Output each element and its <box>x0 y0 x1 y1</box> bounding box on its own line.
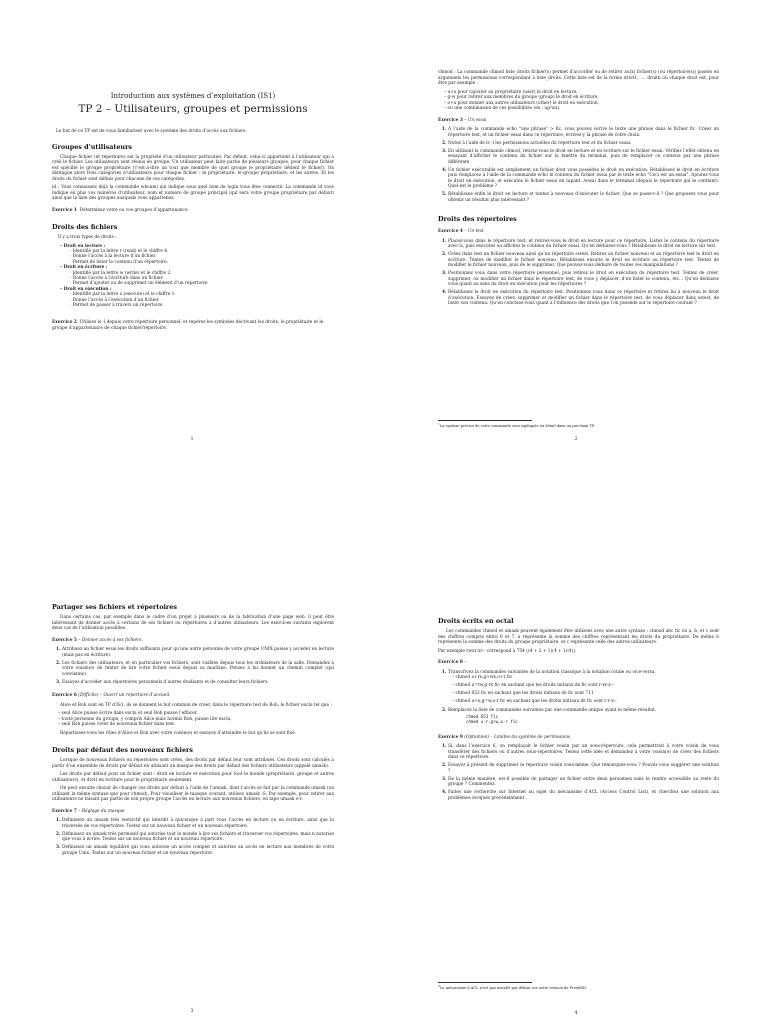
paragraph: Les commandes chmod et umask peuvent également être utilisées avec une autre syntaxe : chmod abc fic où a, b, et c sont des chiffres compris entre 0 et 7. a représente la somme des chiffres représentant les droits du propriétaire. De même b représente la somme des droits du groupe propriétaire, et c représente celle des autres utilisateurs. <box>438 629 719 645</box>
exercise-6-items <box>58 711 334 728</box>
exercise-label: Exercice 1 <box>52 207 77 213</box>
footnote-text: La syntaxe précise de cette commande sera expliquée en détail dans un prochain TP. <box>439 424 595 429</box>
page-1-content <box>52 68 334 335</box>
footnote-mark: 1 <box>438 422 440 426</box>
page-2 <box>384 0 768 512</box>
list-item: 4. Faites une recherche sur Internet au sujet du mécanisme d’ACL (Access Control List), et cherchez une solution aux problèmes évoqués précédemment. <box>448 790 719 801</box>
paragraph: Répartissez-vous les rôles d’Alice et Bob avec votre voisin(e) et essayez d’atteindre le but qu’ils se sont fixé. <box>60 730 297 736</box>
rights-item: · Permet de lister le contenu d’un répertoire. <box>60 260 334 265</box>
list-item: 1. Placez-vous dans le répertoire test, et retirez-vous le droit en lecture pour ce répertoire. Listez le contenu du répertoire avec ls, puis exécutez ou affichez le contenu du fichier essai. Qu’en déduisez-vous ? Rétablissez le droit en lecture sur test. <box>448 239 719 250</box>
exercise-label: Exercice 9 <box>438 734 463 740</box>
section-title: Partager ses fichiers et répertoires <box>52 603 177 611</box>
exercise-2 <box>52 320 334 331</box>
page-4-content <box>438 610 719 805</box>
list-item: – seul Alice puisse écrire dans exclu et seul Bob puisse l’effacer. <box>58 711 334 717</box>
page-4 <box>384 512 768 1024</box>
exercise-label: Exercice 4 <box>438 229 463 234</box>
exercise-label: Exercice 5 <box>52 637 77 643</box>
paragraph: Il y a trois types de droits : <box>58 235 117 241</box>
paragraph: Lorsque de nouveaux fichiers ou répertoires sont créés, des droits par défaut leur sont attribués. Ces droits sont calculés à partir d’un ensemble de droits par défaut en utilisant un masque des droits par défaut des fichiers utilisateurs (appelé umask). <box>52 758 334 769</box>
chmod-examples-list <box>444 90 719 112</box>
rights-item: · Donne l’accès à l’exécution d’un fichier. <box>60 298 334 303</box>
rights-item: · Identifié par la lettre x (execute) et le chiffre 1. <box>60 292 334 297</box>
command-item: – chmod a+rx,g+wx,o+r fic <box>452 675 719 681</box>
rights-group-name: – Droit en exécution : <box>60 287 334 292</box>
paragraph: Par exemple rwxr-xr-- correspond à 754 ((4 + 2 + 1)(4 + 1)(4)). <box>438 648 577 654</box>
paragraph: On peut ensuite choisir de changer ces droits par défaut à l’aide de l’umask, dont l’accès se fait par la commande umask (on utilisant la même syntaxe que pour chmod). Pour visualiser le masque courant, utilisez umask -S. Par exemple, pour retirer aux utilisateurs ne faisant pas partie de son propre groupe l’accès en lecture aux nouveaux fichiers, on tape umask o-r. <box>52 786 334 802</box>
paragraph: Chaque fichier (et répertoire) est la propriété d’un utilisateur particulier. Par défaut, celui-ci appartient à l’utilisateur qui a créé le fichier. Les utilisateurs sont réunis en groupe. Un utilisateur peut faire partie de plusieurs groupes, pour chaque fichier est spécifié le groupe propriétaire (c’est-à-dire un tout que membre de quel groupe le propriétaire détient le fichier). On distingue alors trois catégories d’utilisateurs pour chaque fichier : le propriétaire, le groupe propriétaire, et les autres. Et les droits du fichier sont définis pour chacune de ces catégories. <box>52 154 334 182</box>
rights-item: · Identifié par la lettre w (write) et le chiffre 2. <box>60 271 334 276</box>
list-item: 3. Définissez un umask équilibré qui vous autorise un accès complet et autorise un accès en lecture aux membres de votre groupe Unix. Testez sur un nouveau fichier et un nouveau répertoire. <box>62 845 334 856</box>
exercise-subtitle: (Difficile) – Ouvrir un répertoire d’accueil. <box>78 693 171 698</box>
list-item: 3. De la même manière, est-il possible de partager un fichier entre deux personnes sans le rendre accessible au reste du groupe ? Commentez. <box>448 777 719 788</box>
rights-list <box>60 244 334 309</box>
page-number: 2 <box>574 437 578 442</box>
section-title: Droits des répertoires <box>438 215 517 223</box>
exercise-label: Exercice 7 <box>52 808 77 814</box>
page-1 <box>0 0 384 512</box>
list-item: 1. Attribuez au fichier essai les droits suffisants pour qu’une autre personne de votre groupe UNIX puisse y accéder en lecture (mais pas en écriture). <box>62 647 334 658</box>
exercise-1 <box>52 208 334 214</box>
page-number: 3 <box>190 1009 194 1014</box>
exercise-text: Utilisez ls -l depuis votre répertoire personnel, et repérez les symboles décrivant les droits, le propriétaire et le groupe d’appartenance de chaque fichier/répertoire. <box>52 320 324 331</box>
item-text: Remplacez la liste de commandes suivantes par une commande unique ayant le même résultat. <box>448 707 657 713</box>
footnote <box>438 984 718 991</box>
page-3 <box>0 512 384 1024</box>
exercise-4: Exercice 4 – Un test <box>438 229 484 234</box>
footnote-rule <box>438 982 532 983</box>
list-item: 2. Essayez à présent de supprimer le répertoire voisin vous-même. Que remarquez-vous ? Pouvez vous suggérer une solution ? <box>448 763 719 774</box>
section-title: Groupes d’utilisateurs <box>52 142 133 151</box>
item-text: Transcrivez la commandes suivantes de la notation classique à la notation octale ou vice-versa, <box>448 669 656 675</box>
rights-item: · Donne l’accès à l’écriture dans un fichier. <box>60 276 334 281</box>
footnote-rule <box>438 420 532 421</box>
footnote-mark: 2 <box>438 984 440 988</box>
command-list <box>452 675 719 705</box>
list-item: 1. Si, dans l’exercice 6, on remplaçait le fichier voisin par un sous-répertoire, cela permettrait à votre voisin de vous transférer des fichiers ou d’autres sous-répertoires. Testez cette idée et demandez à votre voisin(e) de créer des fichiers dans ce répertoire. <box>448 744 719 761</box>
exercise-label: Exercice 6 <box>52 693 77 698</box>
paragraph: Alice et Bob sont en TP d’IS1, ils se donnent le but commun de créer, dans le répertoire test de Bob, le fichier exclu tel que : <box>60 702 332 708</box>
exercise-8-items <box>438 670 719 725</box>
footnote-text: Le mécanisme d’ACL n’est pas installé par défaut sur notre version de FreeBSD. <box>439 986 588 991</box>
list-item: – g-w pour retirer aux membres du groupe (group) le droit en écriture, <box>444 95 719 101</box>
list-item: – ou une combinaison de ces possibilités (ex : ug-wx). <box>444 106 719 112</box>
exercise-4-items <box>438 239 719 307</box>
tp-title: TP 2 – Utilisateurs, groupes et permissions <box>78 103 308 115</box>
list-item: – o+x pour donner aux autres utilisateurs (other) le droit en exécution, <box>444 101 719 107</box>
list-item: 3. Positionnez vous dans votre répertoire personnel, puis retirez le droit en exécution du répertoire test. Tentez de créer, supprimer, ou modifier un fichier dans le répertoire test, de vous y déplacer, d’en lister le contenu, etc... Qu’en déduisez vous quant au sens du droit en exécution pour les répertoires ? <box>448 271 719 288</box>
exercise-subtitle: Donner accès à ses fichiers. <box>81 637 143 643</box>
list-item: 3. Essayez d’accéder aux répertoires personnels d’autres étudiants et de consulter leurs fichiers. <box>62 680 334 686</box>
exercise-3: Exercice 3 – Un essai <box>438 117 487 123</box>
exercise-subtitle: Un essai <box>467 117 487 123</box>
command-item: – chmod u+x,g=w,o-r fic en sachant que les droits initiaux de fic sont r-r-x-- <box>452 699 719 705</box>
intro-text: Le but de ce TP est de vous familiariser avec le système des droits d’accès aux fichiers. <box>56 129 247 134</box>
code-line: chmod u-r,g+w,o-r fic <box>466 719 518 725</box>
exercise-9-items <box>438 744 719 801</box>
page-number: 1 <box>190 437 194 442</box>
list-item: 4. Rétablissez le droit en exécution du répertoire test. Positionnez vous dans ce répertoire et retirez lui à nouveau le droit d’exécution. Essayez de créer, supprimer et modifier un fichier dans le répertoire test, de vous déplacer dans sstest, de lister son contenu. Qu’en concluez-vous quant à l’influence des droits que l’on possède sur le répertoire courant ? <box>448 290 719 307</box>
list-item: – toute personne du groupe, y compris Alice mais hormis Bob, puisse lire exclu, <box>58 717 334 723</box>
course-title: Introduction aux systèmes d’exploitation (IS1) <box>110 92 276 100</box>
rights-group-name: – Droit en écriture : <box>60 265 334 270</box>
list-item <box>448 708 719 725</box>
footnote <box>438 422 718 429</box>
exercise-7-items <box>52 818 334 856</box>
command-item: – chmod 653 fic en sachant que les droits initiaux de fic sont 711 <box>452 691 719 697</box>
exercise-5-items <box>52 647 334 685</box>
rights-item: · Permet d’ajouter ou de supprimer un élément d’un répertoire. <box>60 281 334 286</box>
exercise-9 <box>438 735 719 741</box>
exercise-label: Exercice 8 <box>438 660 463 665</box>
exercise-6 <box>52 693 334 699</box>
list-item: 2. Définissez un umask très permissif qui autorise tout le monde à lire vos fichiers et traverser vos répertoires, mais n’autorise que vous à écrire. Testez sur un nouveau fichier et un nouveau répertoire. <box>62 832 334 843</box>
rights-item: · Permet de passer à travers un répertoire. <box>60 303 334 308</box>
list-item: 2. Notez à l’aide de ls -l les permissions actuelles du répertoire test et du fichier essai. <box>448 141 719 147</box>
command-item: – chmod u=rw,g-rx fic en sachant que les droits initiaux de fic sont r-xr-x-- <box>452 683 719 689</box>
list-item: – u+x pour rajouter au propriétaire (user) le droit en lecture, <box>444 90 719 96</box>
list-item: 2. Les fichiers des utilisateurs, et en particulier vos fichiers, sont visibles depuis tous les ordinateurs de la salle. Demandez à votre voisin(e) de tenter de lire votre fichier essai depuis sa machine. Pensez à lui donner un chemin complet (qui convienne). <box>62 661 334 678</box>
list-item: 4. Un fichier exécutable est simplement un fichier dont vous possédez le droit en exécution. Rétablissez le droit en écriture puis remplacez à l’aide de la commande echo le contenu du fichier essai par le texte echo "Ceci est un essai". Ajoutez-vous le droit en exécution, et exécutez le fichier essai en tapant ./essai dans le terminal (depuis le répertoire qui le contient). Quel est le problème ? <box>448 168 719 190</box>
rights-item: · Identifié par la lettre r (read) et le chiffre 4. <box>60 249 334 254</box>
exercise-8: Exercice 8 – <box>438 660 467 665</box>
list-item: 1. À l’aide de la commande echo "une phrase" > fic, vous pouvez écrire le texte une phrase dans le fichier fic. Créez un répertoire test, et un fichier essai dans ce répertoire, écrivez-y la phrase de votre choix. <box>448 127 719 138</box>
page-number: 4 <box>574 1011 578 1016</box>
code-line: chmod 653 fic <box>466 714 499 719</box>
exercise-subtitle: Réglage du masque <box>81 808 125 814</box>
page-3-content <box>52 596 334 860</box>
exercise-label: Exercice 2 <box>52 320 77 326</box>
list-item: 3. En utilisant la commande chmod, retirez-vous le droit en lecture et en écriture sur le fichier essai. Vérifiez l’effet obtenu en essayant d’afficher le contenu du fichier sur la fenêtre du terminal, puis de remplacer ce contenu par une phrase différente. <box>448 149 719 166</box>
exercise-label: Exercice 3 <box>438 117 463 123</box>
exercise-3-items <box>438 127 719 203</box>
list-item: 5. Rétablissez enfin le droit en lecture et tentez à nouveau d’exécuter le fichier. Que se passe-t-il ? Que proposez vous pour obtenir un résultat plus intéressant ? <box>448 192 719 203</box>
exercise-7: Exercice 7 – Réglage du masque <box>52 808 125 814</box>
rights-group-name: – Droit en lecture : <box>60 244 334 249</box>
list-item: 1. Définissez un umask très restrictif qui interdit à quiconque à part vous l’accès en lecture ou en écriture, ainsi que la traversée de vos répertoires. Testez sur un nouveau fichier et un nouveau répertoire. <box>62 818 334 829</box>
section-title: Droits écrits en octal <box>438 617 514 625</box>
exercise-subtitle: Un test <box>467 229 484 234</box>
paragraph: chmod : La commande chmod liste_droits fichier(s) permet d’accorder ou de retirer au(x) fichier(s) (ou répertoire(s)) passés en arguments les permissions correspondant à liste_droits. Cette liste est de la forme droit1, ..., droitn où chaque droit est, pour être par exemple : <box>438 70 719 86</box>
list-item <box>448 670 719 705</box>
page-2-content <box>438 70 719 311</box>
list-item: – seul Bob puisse créer de nouveaux fichier dans test. <box>58 722 334 728</box>
rights-item: · Donne l’accès à la lecture d’un fichier. <box>60 254 334 259</box>
exercise-text: Déterminez votre ou vos groupes d’appartenance. <box>79 207 189 213</box>
paragraph: Dans certains cas, par exemple dans le cadre d’un projet à plusieurs ou de la fabrication d’une page web, il peut être intéressant de donner accès à certains de ses fichiers ou répertoires à d’autres utilisateurs. Les exercices suivants explorent deux cas de l’utilisation possibles. <box>52 615 334 631</box>
exercise-subtitle: (Optionnel) – Limites du système de permissions <box>464 734 571 740</box>
paragraph: Les droits par défaut pour un fichier sont : droit en lecture et exécution pour tout le monde (propriétaire, groupe et autres utilisateurs), et droit en écriture pour le propriétaire seulement. <box>52 772 334 783</box>
exercise-5: Exercice 5 – Donner accès à ses fichiers. <box>52 637 143 643</box>
list-item: 2. Créez dans test un fichier nouveau ainsi qu’un répertoire sstest. Retirez au fichier nouveau et au répertoire test le droit en écriture. Tentez de modifier le fichier nouveau. Rétablissez ensuite le droit en écriture au répertoire test. Tentez de modifier le fichier nouveau, puis de le supprimer. Que pouvez-vous déduire de toutes ces manipulations ? <box>448 252 719 269</box>
paragraph: id : Vous connaissez déjà la commande whoami qui indique sous quel nom de login vous êtes connecté. La commande id vous indique en plus vos numéros d’utilisateur, nom et numéro de groupe principal (qui sera votre groupe propriétaire par défaut) ainsi que la liste des groupes auxquels vous appartenez. <box>52 185 334 202</box>
section-title: Droits des fichiers <box>52 223 118 232</box>
section-title: Droits par défaut des nouveaux fichiers <box>52 746 193 754</box>
